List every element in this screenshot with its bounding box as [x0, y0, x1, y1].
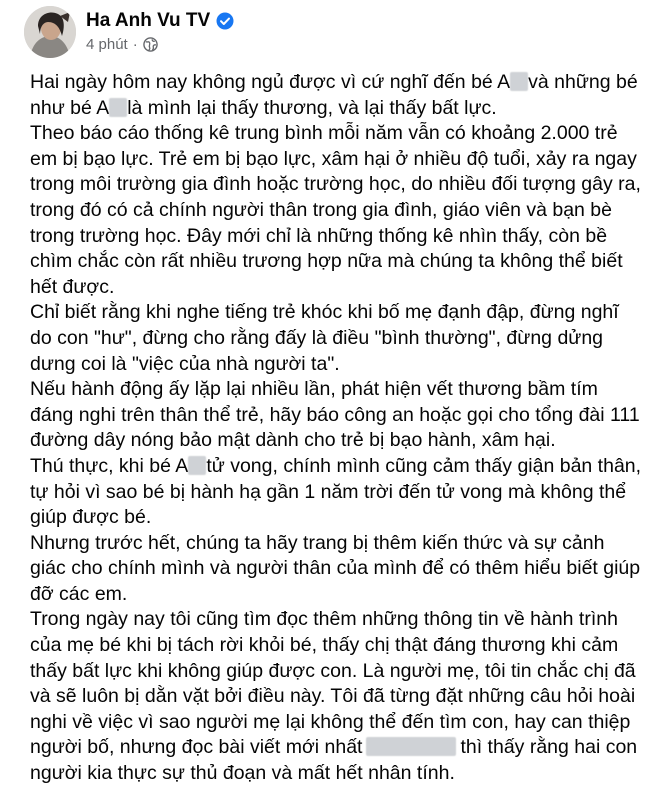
meta-separator: · — [132, 36, 138, 53]
text-segment: Trong ngày nay tôi cũng tìm đọc thêm những thông tin về hành trình của mẹ bé khi bị tách rời khỏi bé, thấy chị thật đáng thương khi cảm thấy bất lực khi không giúp được con. Là người mẹ, tôi tin chắc chị đã và sẽ luôn bị dằn vặt bởi điều này. Tôi đã từng đặt những câu hỏi hoài nghi về việc vì sao người mẹ lại không thể đến tìm con, hay can thiệp người bố, nhưng đọc bài viết mới nhất — [30, 608, 636, 759]
paragraph-1 — [30, 70, 642, 121]
paragraph-2: Theo báo cáo thống kê trung bình mỗi năm vẫn có khoảng 2.000 trẻ em bị bạo lực. Trẻ em bị bạo lực, xâm hại ở nhiều độ tuổi, xảy ra ngay trong môi trường gia đình hoặc trường học, do nhiều đối tượng gây ra, trong đó có cả chính người thân trong gia đình, giáo viên và bạn bè trong trường học. Đây mới chỉ là những thống kê nhìn thấy, còn bề chìm chắc còn rất nhiều trương hợp nữa mà chúng ta không thể biết hết được. — [30, 122, 641, 298]
paragraph-3: Chỉ biết rằng khi nghe tiếng trẻ khóc khi bố mẹ đạnh đập, đừng nghĩ do con "hư", đừng cho rằng đấy là điều "bình thường", đừng dửng dưng coi là "việc của nhà người ta". — [30, 301, 619, 375]
globe-icon[interactable] — [143, 37, 158, 52]
paragraph-7 — [30, 607, 642, 786]
paragraph-6: Nhưng trước hết, chúng ta hãy trang bị thêm kiến thức và sự cảnh giác cho chính mình và người thân của mình để có thêm hiểu biết giúp đỡ các em. — [30, 531, 641, 605]
post-meta — [86, 36, 158, 53]
post-time[interactable]: 4 phút — [86, 36, 128, 53]
text-segment: là mình lại thấy thương, và lại thấy bất lực. — [127, 96, 497, 119]
text-segment: Thú thực, khi bé A — [30, 454, 189, 477]
avatar-image — [24, 6, 76, 58]
text-segment: và những bé như bé A — [30, 71, 638, 119]
avatar[interactable] — [24, 6, 76, 58]
post-content — [30, 70, 642, 787]
text-segment: Hai ngày hôm nay không ngủ được vì cứ nghĩ đến bé A — [30, 71, 511, 93]
redacted-source — [366, 737, 456, 756]
redacted-name — [510, 72, 528, 91]
text-segment: thì thấy rằng hai con người kia thực sự thủ đoạn và mất hết nhân tính. — [30, 736, 638, 785]
author-row — [86, 10, 234, 32]
redacted-name — [109, 98, 127, 117]
author-name[interactable]: Ha Anh Vu TV — [86, 10, 211, 31]
redacted-name — [188, 456, 206, 475]
verified-badge-icon — [216, 12, 234, 30]
text-segment: tử vong, chính mình cũng cảm thấy giận bản thân, tự hỏi vì sao bé bị hành hạ gần 1 năm trời đến tử vong mà không thể giúp được bé. — [30, 454, 642, 529]
paragraph-5 — [30, 454, 642, 531]
paragraph-4: Nếu hành động ấy lặp lại nhiều lần, phát hiện vết thương bầm tím đáng nghi trên thân thể trẻ, hãy báo công an hoặc gọi cho tổng đài 111 đường dây nóng bảo mật dành cho trẻ bị bạo hành, xâm hại. — [30, 378, 640, 452]
